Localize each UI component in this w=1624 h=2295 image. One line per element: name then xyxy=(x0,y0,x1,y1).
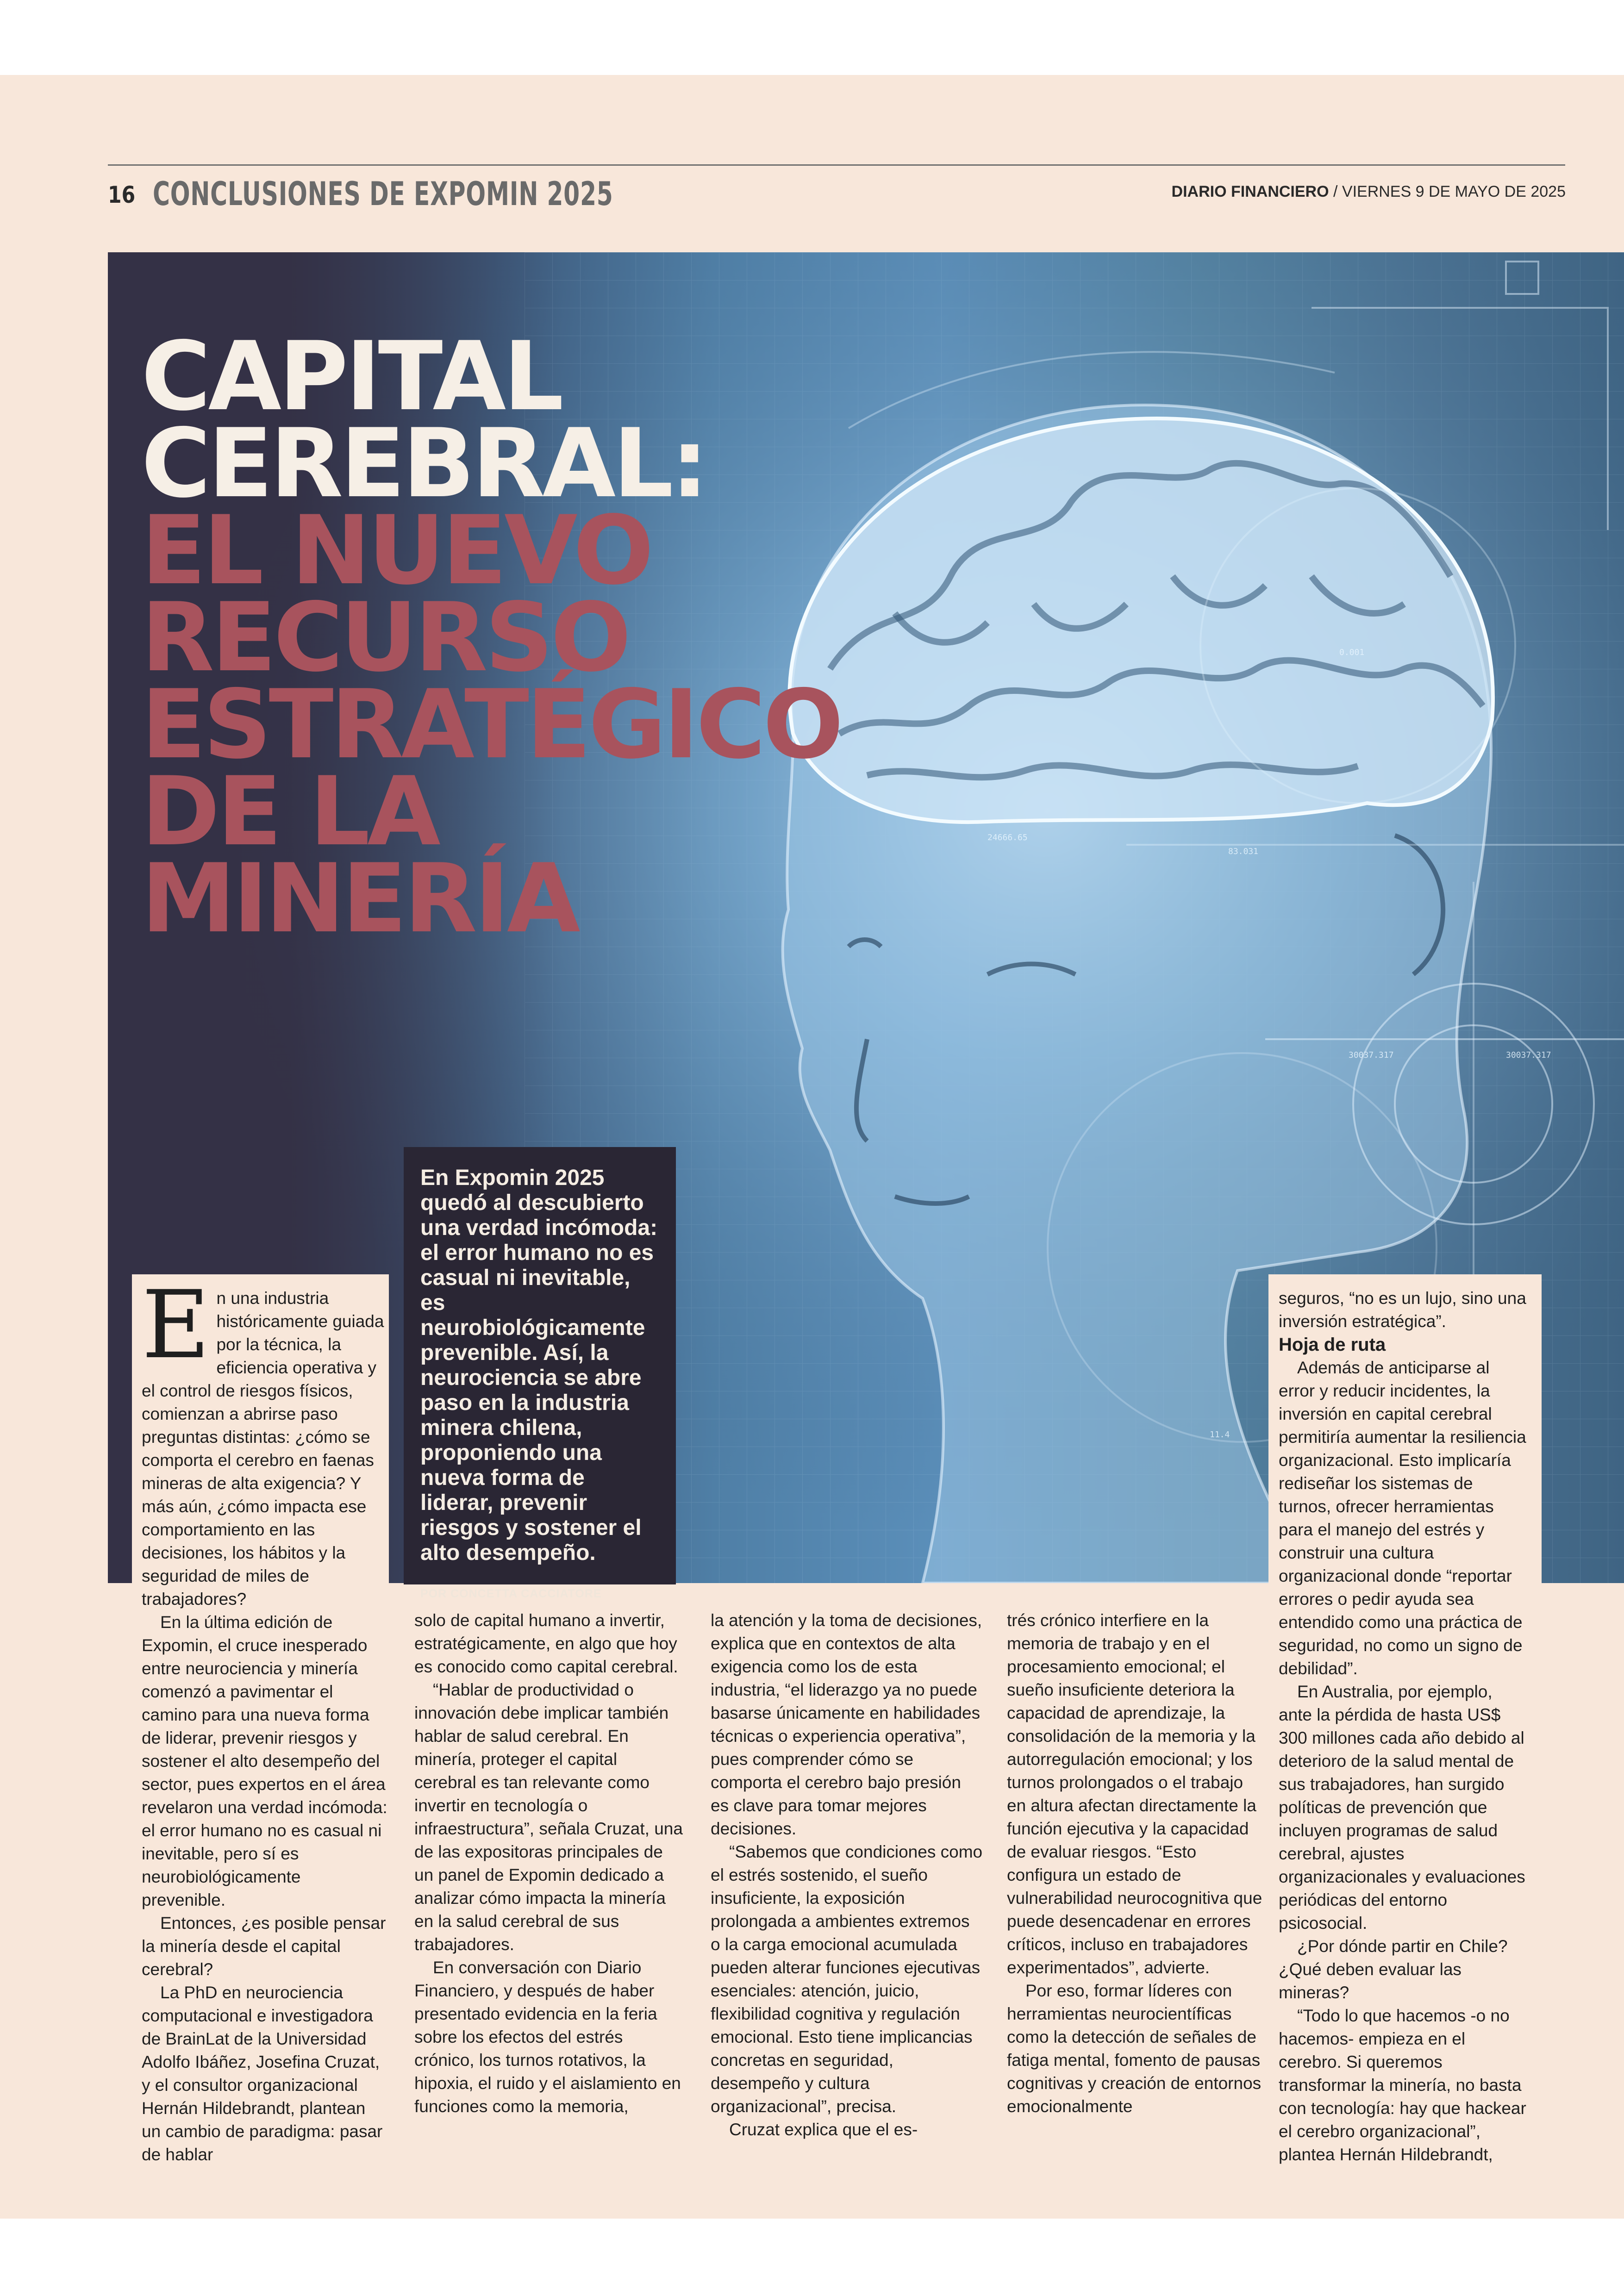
paragraph: seguros, “no es un lujo, sino una inversión estratégica”. xyxy=(1279,1289,1526,1331)
paragraph: “Hablar de productividad o innovación debe implicar también hablar de salud cerebral. En minería, proteger el capital cerebral es tan relevante como invertir en tecnología o infraestructura”, señala Cruzat, una de las expositoras principales de un panel de Expomin dedicado a analizar cómo impacta la minería en la salud cerebral de sus trabajadores. xyxy=(414,1680,683,1954)
body-column-4 xyxy=(1007,1609,1264,2118)
paragraph: “Todo lo que hacemos -o no hacemos- empieza en el cerebro. Si queremos transformar la minería, no basta con tecnología: hay que hackear el cerebro organizacional”, plantea Hernán Hildebrandt, xyxy=(1279,2006,1526,2164)
paragraph: Entonces, ¿es posible pensar la minería desde el capital cerebral? xyxy=(142,1914,386,1979)
body-column-3 xyxy=(711,1609,984,2141)
paragraph: En conversación con Diario Financiero, y después de haber presentado evidencia en la feria sobre los efectos del estrés crónico, los turnos rotativos, la hipoxia, el ruido y el aislamiento en funciones como la memoria, xyxy=(414,1958,681,2116)
paragraph: Además de anticiparse al error y reducir incidentes, la inversión en capital cerebral permitiría aumentar la resiliencia organizacional. Esto implicaría rediseñar los sistemas de turnos, ofrecer herramientas para el manejo del estrés y construir una cultura organizacional donde “reportar errores o pedir ayuda sea entendido como una práctica de seguridad, no como un signo de debilidad”. xyxy=(1279,1358,1526,1678)
paragraph: En Australia, por ejemplo, ante la pérdida de hasta US$ 300 millones cada año debido al deterioro de la salud mental de sus trabajadores, han surgido políticas de prevención que incluyen programas de salud cerebral, ajustes organizacionales y evaluaciones periódicas del entorno psicosocial. xyxy=(1279,1682,1525,1933)
headline-line: ESTRATÉGICO xyxy=(141,670,841,780)
paragraph: la atención y la toma de decisiones, explica que en contextos de alta exigencia como los de esta industria, “el liderazgo ya no puede basarse únicamente en habilidades técnicas o experiencia operativa”, pues comprender cómo se comporta el cerebro bajo presión es clave para tomar mejores decisiones. xyxy=(711,1611,982,1838)
headline-line: CEREBRAL: xyxy=(141,409,706,519)
section-title: CONCLUSIONES DE EXPOMIN 2025 xyxy=(153,175,613,213)
headline-line: EL NUEVO xyxy=(141,496,651,606)
drop-cap: E xyxy=(142,1270,210,1379)
headline-line: MINERÍA xyxy=(141,844,578,954)
header-rule xyxy=(108,164,1565,166)
issue-date: / VIERNES 9 DE MAYO DE 2025 xyxy=(1333,183,1566,200)
paragraph: Por eso, formar líderes con herramientas neurocientíficas como la detección de señales de fatiga mental, fomento de pausas cognitivas y creación de entornos emocionalmente xyxy=(1007,1981,1262,2116)
headline-line: CAPITAL xyxy=(141,322,561,432)
publication-name: DIARIO FINANCIERO xyxy=(1171,183,1329,200)
page-number: 16 xyxy=(108,181,136,208)
deck-text: En Expomin 2025 quedó al descubierto una verdad incómoda: el error humano no es casual ni inevitable, es neurobiológicamente prevenible. Así, la neurociencia se abre paso en la industria minera chilena, proponiendo una nueva forma de liderar, prevenir riesgos y sostener el alto desempeño. xyxy=(420,1166,658,1565)
paragraph: La PhD en neurociencia computacional e investigadora de BrainLat de la Universidad Adolfo Ibáñez, Josefina Cruzat, y el consultor organizacional Hernán Hildebrandt, plantean un cambio de paradigma: pasar de hablar xyxy=(142,1983,383,2164)
paragraph: solo de capital humano a invertir, estratégicamente, en algo que hoy es conocido como capital cerebral. xyxy=(414,1611,678,1676)
headline xyxy=(141,322,841,954)
body-column-2 xyxy=(414,1609,683,2118)
intro-paragraph: En una industria históricamente guiada por la técnica, la eficiencia operativa y el control de riesgos físicos, comienzan a abrirse paso preguntas distintas: ¿cómo se comporta el cerebro en faenas mineras de alta exigencia? Y más aún, ¿cómo impacta ese comportamiento en las decisiones, los hábitos y la seguridad de miles de trabajadores? xyxy=(142,1270,384,1609)
masthead xyxy=(1172,183,1566,201)
byline: POR CONCETTA CACCIATORE xyxy=(420,1587,602,1600)
paragraph: trés crónico interfiere en la memoria de trabajo y en el procesamiento emocional; el sueño insuficiente deteriora la capacidad de aprendizaje, la consolidación de la memoria y la autorregulación emocional; y los turnos prolongados o el trabajo en altura afectan directamente la función ejecutiva y la capacidad de evaluar riesgos. “Esto configura un estado de vulnerabilidad neurocognitiva que puede desencadenar en errores críticos, incluso en trabajadores experimentados”, advierte. xyxy=(1007,1611,1262,1977)
paragraph: “Sabemos que condiciones como el estrés sostenido, el sueño insuficiente, la exposición prolongada a ambientes extremos o la carga emocional acumulada pueden alterar funciones ejecutivas esenciales: atención, juicio, flexibilidad cognitiva y regulación emocional. Esto tiene implicancias concretas en seguridad, desempeño y cultura organizacional”, precisa. xyxy=(711,1842,983,2116)
body-column-1 xyxy=(142,1270,388,2166)
paragraph: Cruzat explica que el es- xyxy=(729,2120,918,2139)
headline-line: DE LA xyxy=(141,757,438,867)
subheading: Hoja de ruta xyxy=(1279,1335,1386,1355)
body-column-5 xyxy=(1279,1287,1529,2166)
headline-line: RECURSO xyxy=(141,583,629,693)
paragraph: ¿Por dónde partir en Chile? ¿Qué deben evaluar las mineras? xyxy=(1279,1937,1508,2002)
paragraph: En la última edición de Expomin, el cruce inesperado entre neurociencia y minería comenzó a pavimentar el camino para una nueva forma de liderar, prevenir riesgos y sostener el alto desempeño del sector, pues expertos en el área revelaron una verdad incómoda: el error humano no es casual ni inevitable, pero sí es neurobiológicamente prevenible. xyxy=(142,1613,387,1909)
deck-box xyxy=(404,1147,676,1600)
